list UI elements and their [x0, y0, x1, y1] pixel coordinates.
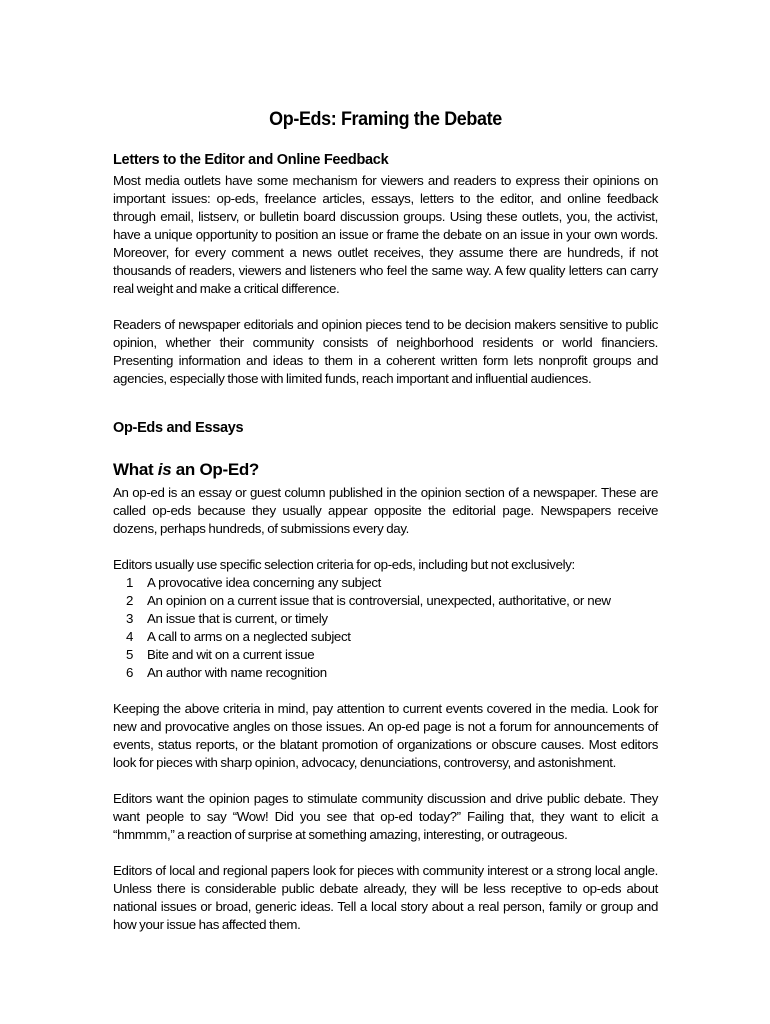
heading-emphasis: is [157, 460, 172, 479]
list-item-number: 1 [125, 575, 133, 590]
list-item [113, 646, 658, 664]
section-heading-oped-essays: Op-Eds and Essays [113, 420, 244, 436]
list-item [113, 628, 658, 646]
list-item [113, 592, 658, 610]
list-item [113, 574, 658, 592]
paragraph-current-events: Keeping the above criteria in mind, pay attention to current events covered in the media. Look for new and provocative angles on those issues. An op-ed page is not a forum for announcements of events, status reports, or the blatant promotion of organizations or obscure causes. Most editors look for pieces with sharp opinion, advocacy, denunciations, controversy, and astonishment. [113, 701, 658, 770]
paragraph-local-angle: Editors of local and regional papers look for pieces with community interest or a strong local angle. Unless there is considerable public debate already, they will be less receptive to op-eds about national issues or broad, generic ideas. Tell a local story about a real person, family or group and how your issue has affected them. [113, 863, 658, 932]
list-item-number: 4 [125, 629, 133, 644]
list-item [113, 610, 658, 628]
list-item-number: 5 [125, 647, 133, 662]
heading-part-1: What [113, 460, 158, 479]
document-page [113, 108, 658, 934]
list-item-number: 2 [125, 593, 133, 608]
page-title: Op-Eds: Framing the Debate [269, 108, 502, 130]
section-heading-what-is-oped [113, 460, 658, 480]
list-item-text: An opinion on a current issue that is controversial, unexpected, authoritative, or new [147, 593, 611, 608]
paragraph-letters-1: Most media outlets have some mechanism for viewers and readers to express their opinions on important issues: op-eds, freelance articles, essays, letters to the editor, and online feedback through email, listserv, or bulletin board discussion groups. Using these outlets, you, the activist, have a unique opportunity to position an issue or frame the debate on an issue in your own words. Moreover, for every comment a news outlet receives, they assume there are hundreds, if not thousands of readers, viewers and listeners who feel the same way. A few quality letters can carry real weight and make a critical difference. [113, 173, 658, 296]
paragraph-criteria-intro: Editors usually use specific selection criteria for op-eds, including but not exclusively: [113, 557, 575, 572]
list-item-text: An issue that is current, or timely [147, 611, 328, 626]
paragraph-oped-definition: An op-ed is an essay or guest column published in the opinion section of a newspaper. These are called op-eds because they usually appear opposite the editorial page. Newspapers receive dozens, perhaps hundreds, of submissions every day. [113, 485, 658, 536]
list-item-text: Bite and wit on a current issue [147, 647, 315, 662]
list-item-number: 3 [125, 611, 133, 626]
criteria-list [113, 574, 658, 682]
list-item-text: A call to arms on a neglected subject [147, 629, 351, 644]
list-item [113, 664, 658, 682]
paragraph-letters-2: Readers of newspaper editorials and opinion pieces tend to be decision makers sensitive to public opinion, whether their community consists of neighborhood residents or world financiers. Presenting information and ideas to them in a coherent written form lets nonprofit groups and agencies, especially those with limited funds, reach important and influential audiences. [113, 317, 658, 386]
heading-part-2: an Op-Ed? [171, 460, 260, 479]
list-item-text: An author with name recognition [147, 665, 327, 680]
list-item-text: A provocative idea concerning any subject [147, 575, 382, 590]
list-item-number: 6 [125, 665, 133, 680]
section-heading-letters: Letters to the Editor and Online Feedback [113, 152, 389, 168]
paragraph-stimulate-debate: Editors want the opinion pages to stimulate community discussion and drive public debate. They want people to say “Wow! Did you see that op-ed today?” Failing that, they want to elicit a “hmmmm,” a reaction of surprise at something amazing, interesting, or outrageous. [113, 791, 658, 842]
